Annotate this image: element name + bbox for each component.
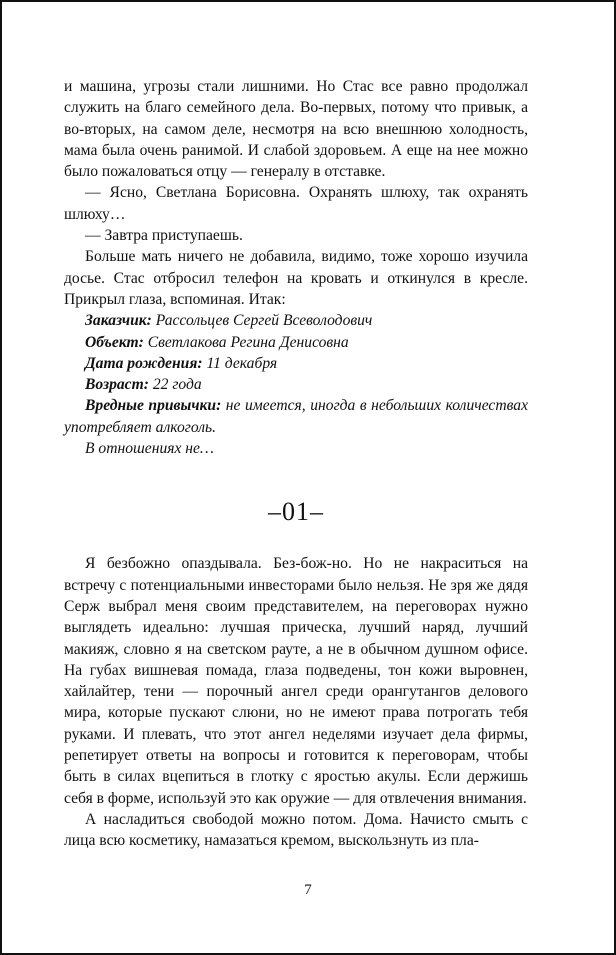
dossier-label: Дата рождения: bbox=[85, 354, 203, 372]
dossier-relations: В отношениях не… bbox=[85, 440, 214, 458]
paragraph: А насладиться свободой можно потом. Дома. Начисто смыть с лица всю косметику, намазаться кремом, выскользнуть из пла- bbox=[64, 810, 528, 850]
paragraph: и машина, угрозы стали лишними. Но Стас все равно продолжал служить на благо семейного дела. Во-первых, потому что привык, а во-вторых, на самом деле, несмотря на всю внешнюю холодность, мама была очень ранимой. И слабой здоровьем. А еще на нее можно было пожаловаться отцу — генералу в отставке. bbox=[64, 78, 528, 181]
dossier-label: Объект: bbox=[85, 333, 144, 351]
page-number: 7 bbox=[304, 882, 312, 898]
paragraph: — Ясно, Светлана Борисовна. Охранять шлюху, так охранять шлюху… bbox=[64, 184, 528, 223]
dossier-habits bbox=[64, 395, 528, 438]
dossier-age bbox=[64, 374, 528, 395]
dossier-value: не имеется, иногда в небольших количествах употребляет алкоголь. bbox=[64, 397, 528, 436]
dossier-label: Возраст: bbox=[85, 376, 149, 394]
dossier-birth bbox=[64, 353, 528, 374]
dossier-label: Вредные привычки: bbox=[85, 397, 222, 415]
dossier-client bbox=[64, 310, 528, 331]
dossier-value: Рассольцев Сергей Всеволодович bbox=[151, 312, 373, 330]
paragraph: Я безбожно опаздывала. Без-бож-но. Но не накраситься на встречу с потенциальными инвесторами было нельзя. Не зря же дядя Серж выбрал меня своим представителем, на переговорах нужно выглядеть идеально: лучшая прическа, лучший наряд, лучший макияж, словно я на светском рауте, а не в обычном душном офисе. На губах вишневая помада, глаза подведены, тон кожи выровнен, хайлайтер, тени — порочный ангел среди орангутангов делового мира, которые пускают слюни, но не имеют права потрогать тебя руками. И плевать, что этот ангел неделями изучает дела фирмы, репетирует ответы на вопросы и готовится к переговорам, чтобы быть в силах вцепиться в глотку с яростью акулы. Если держишь себя в форме, используй это как оружие — для отвлечения внимания. bbox=[64, 555, 528, 807]
dossier-object bbox=[64, 332, 528, 353]
dossier-label: Заказчик: bbox=[85, 312, 152, 330]
dossier-value: 22 года bbox=[148, 376, 202, 394]
paragraph: — Завтра приступаешь. bbox=[85, 227, 243, 245]
paragraph: Больше мать ничего не добавила, видимо, тоже хорошо изучила досье. Стас отбросил телефон на кровать и откинулся в кресле. Прикрыл глаза, вспоминая. Итак: bbox=[64, 248, 528, 308]
page-text bbox=[64, 76, 528, 852]
dossier-value: 11 декабря bbox=[202, 354, 278, 372]
dossier-value: Светлакова Регина Денисовна bbox=[143, 333, 349, 351]
chapter-title: –01– bbox=[268, 497, 324, 527]
